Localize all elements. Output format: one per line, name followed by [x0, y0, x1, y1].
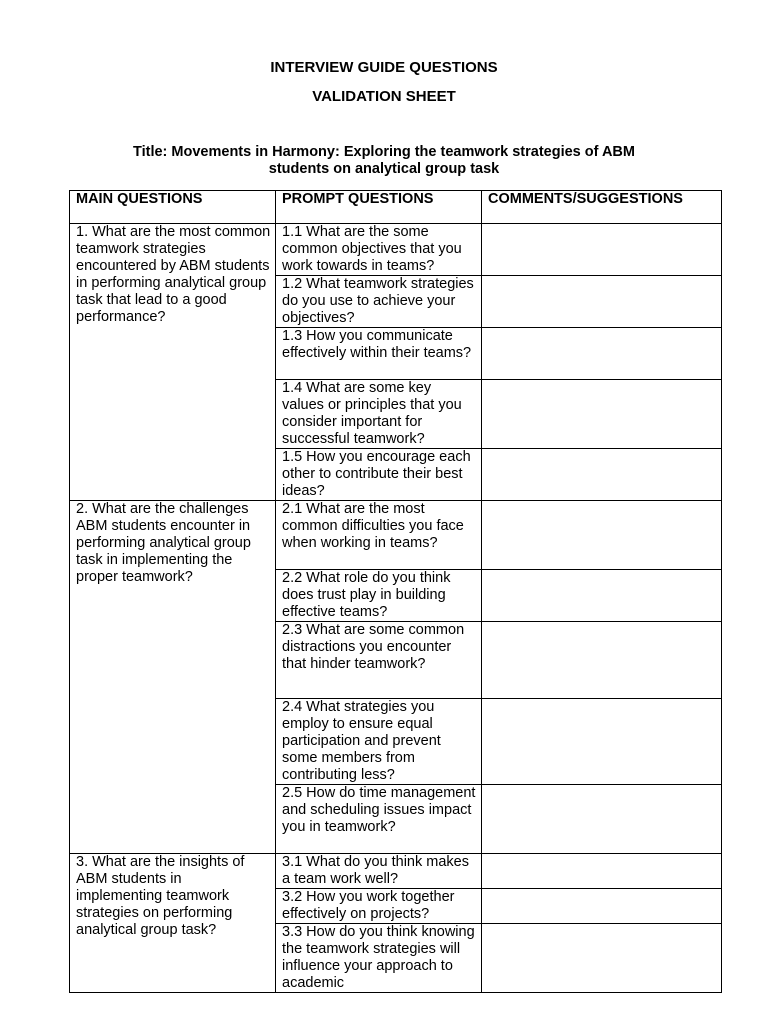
comment-cell[interactable]	[482, 449, 722, 501]
prompt-question-2-1: 2.1 What are the most common difficulties you face when working in teams?	[276, 501, 482, 570]
prompt-question-2-2: 2.2 What role do you think does trust play in building effective teams?	[276, 570, 482, 622]
comment-cell[interactable]	[482, 380, 722, 449]
prompt-question-2-3: 2.3 What are some common distractions you encounter that hinder teamwork?	[276, 622, 482, 699]
comment-cell[interactable]	[482, 854, 722, 889]
prompt-question-2-4: 2.4 What strategies you employ to ensure equal participation and prevent some members from contributing less?	[276, 699, 482, 785]
main-question-1: 1. What are the most common teamwork strategies encountered by ABM students in performing analytical group task that lead to a good performance?	[70, 224, 276, 501]
comment-cell[interactable]	[482, 622, 722, 699]
table-row	[70, 854, 722, 889]
prompt-question-1-3: 1.3 How you communicate effectively within their teams?	[276, 328, 482, 380]
comment-cell[interactable]	[482, 570, 722, 622]
title-line-1: Title: Movements in Harmony: Exploring the teamwork strategies of ABM	[133, 144, 635, 160]
document-subheading: VALIDATION SHEET	[312, 88, 456, 105]
comment-cell[interactable]	[482, 699, 722, 785]
prompt-question-1-4: 1.4 What are some key values or principles that you consider important for successful teamwork?	[276, 380, 482, 449]
table-row	[70, 501, 722, 570]
header-prompt-questions: PROMPT QUESTIONS	[276, 191, 482, 224]
main-question-3: 3. What are the insights of ABM students in implementing teamwork strategies on performing analytical group task?	[70, 854, 276, 993]
comment-cell[interactable]	[482, 924, 722, 993]
main-question-2: 2. What are the challenges ABM students encounter in performing analytical group task in implementing the proper teamwork?	[70, 501, 276, 854]
table-header-row	[70, 191, 722, 224]
prompt-question-3-2: 3.2 How you work together effectively on projects?	[276, 889, 482, 924]
prompt-question-1-5: 1.5 How you encourage each other to contribute their best ideas?	[276, 449, 482, 501]
prompt-question-2-5: 2.5 How do time management and scheduling issues impact you in teamwork?	[276, 785, 482, 854]
comment-cell[interactable]	[482, 501, 722, 570]
table-row	[70, 224, 722, 276]
comment-cell[interactable]	[482, 224, 722, 276]
comment-cell[interactable]	[482, 276, 722, 328]
prompt-question-1-2: 1.2 What teamwork strategies do you use to achieve your objectives?	[276, 276, 482, 328]
comment-cell[interactable]	[482, 328, 722, 380]
prompt-question-1-1: 1.1 What are the some common objectives that you work towards in teams?	[276, 224, 482, 276]
comment-cell[interactable]	[482, 889, 722, 924]
prompt-question-3-1: 3.1 What do you think makes a team work well?	[276, 854, 482, 889]
document-title	[100, 144, 668, 178]
comment-cell[interactable]	[482, 785, 722, 854]
validation-table	[69, 190, 722, 993]
document-heading: INTERVIEW GUIDE QUESTIONS	[270, 59, 498, 76]
title-line-2: students on analytical group task	[268, 161, 500, 177]
header-comments-suggestions: COMMENTS/SUGGESTIONS	[482, 191, 722, 224]
prompt-question-3-3: 3.3 How do you think knowing the teamwork strategies will influence your approach to academic	[276, 924, 482, 993]
header-main-questions: MAIN QUESTIONS	[70, 191, 276, 224]
